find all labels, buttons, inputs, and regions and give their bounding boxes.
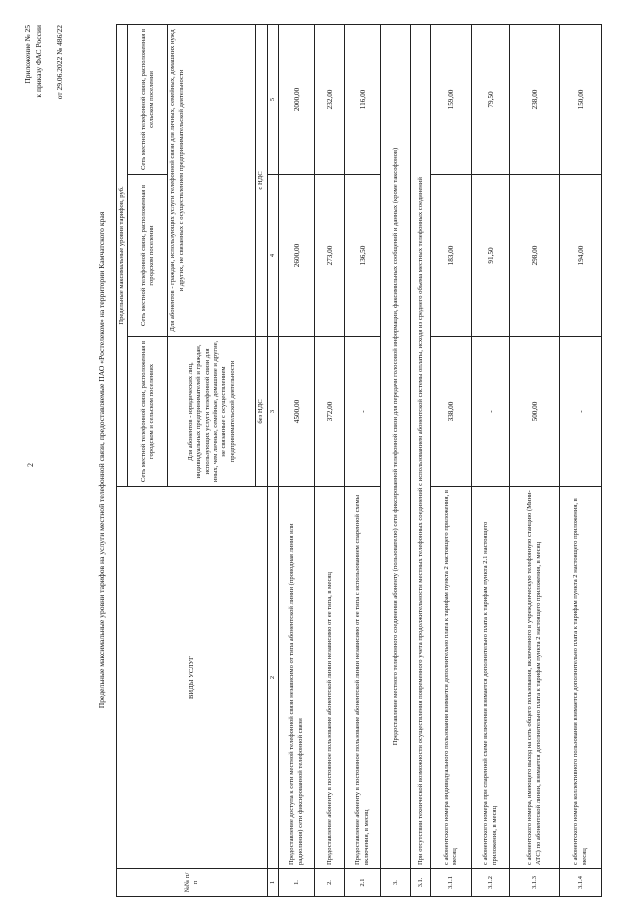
row-num: 3.1.1 xyxy=(431,869,472,897)
row-value: 136,50 xyxy=(345,175,381,337)
row-value: 273,00 xyxy=(315,175,345,337)
row-num: 1. xyxy=(279,869,315,897)
row-num: 3. xyxy=(381,869,411,897)
row-num: 3.1. xyxy=(411,869,431,897)
row-text: Предоставление абоненту в постоянное пользование абонентской линии независимо от ее типа с использованием спаренной схемы включения, в месяц xyxy=(345,487,381,869)
tariff-table xyxy=(116,24,602,897)
row-value: 4500,00 xyxy=(279,337,315,487)
row-value: 79,50 xyxy=(472,24,510,174)
appendix-line: Приложение № 25 xyxy=(23,25,32,84)
page-number: 2 xyxy=(26,463,35,467)
row-num: 3.1.2 xyxy=(472,869,510,897)
header-col4: Сеть местной телефонной связи, расположенная в городском поселении xyxy=(128,175,168,337)
row-text: с абонентского номера индивидуального пользования взимается дополнительно плата к тарифам пункта 2 настоящего приложения, в месяц xyxy=(431,487,472,869)
row-value: - xyxy=(560,337,602,487)
row-text: с абонентского номера, имеющего выход на сеть общего пользования, включенного в учрежденческую телефонную станцию (Мини-АТС) по абонентской линии, взимается дополнительно плата к тарифам пункта 2 настоящего приложения, в месяц xyxy=(510,487,560,869)
row-section-text: При отсутствии технической возможности осуществления повременного учета продолжительности местных телефонных соединений с использованием абонентской системы оплаты, исходя из среднего объема местных телефонных соединений xyxy=(411,24,431,868)
row-value: 232,00 xyxy=(315,24,345,174)
row-section-text: Предоставление местного телефонного соединения абоненту (пользователю) сети фиксированной телефонной связи для передачи голосовой информации, факсимильных сообщений и данных (кроме таксофонов) xyxy=(381,24,411,868)
header-service: ВИДЫ УСЛУГ xyxy=(117,487,268,869)
header-abonent-citizens: Для абонентов - граждан, использующих услуги телефонной связи для личных, семейных, домашних нужд и других, не связанных с осуществлением предпринимательской деятельности xyxy=(168,24,256,336)
header-vat-excl: без НДС xyxy=(256,337,267,487)
row-value: 91,50 xyxy=(472,175,510,337)
index-cell: 5 xyxy=(267,24,278,174)
table-row xyxy=(472,24,510,896)
table-row xyxy=(345,24,381,896)
header-col3: Сеть местной телефонной связи, расположенная в городском и сельском поселениях xyxy=(128,337,168,487)
header-num: №№ п/п xyxy=(117,869,268,897)
row-text: Предоставление абоненту в постоянное пользование абонентской линии независимо от ее типа, в месяц xyxy=(315,487,345,869)
row-value: - xyxy=(345,337,381,487)
row-num: 3.1.4 xyxy=(560,869,602,897)
table-row xyxy=(279,24,315,896)
row-value: 159,00 xyxy=(431,24,472,174)
index-row xyxy=(267,24,278,896)
index-cell: 1 xyxy=(267,869,278,897)
row-value: 183,00 xyxy=(431,175,472,337)
row-num: 2.1 xyxy=(345,869,381,897)
table-row xyxy=(510,24,560,896)
row-value: 2600,00 xyxy=(279,175,315,337)
row-value: 150,00 xyxy=(560,24,602,174)
header-abonent-legal: Для абонентов - юридических лиц, индивидуальных предпринимателей и граждан, использующих услуги телефонной связи для иных, чем личные, семейные, домашние и другие, не связанные с осуществлением предпринимательской деятельности xyxy=(168,337,256,487)
row-num: 2. xyxy=(315,869,345,897)
row-value: 116,00 xyxy=(345,24,381,174)
header-vat-incl: с НДС xyxy=(256,24,267,336)
row-value: 2000,00 xyxy=(279,24,315,174)
row-value: 500,00 xyxy=(510,337,560,487)
row-value: 338,00 xyxy=(431,337,472,487)
index-cell: 3 xyxy=(267,337,278,487)
table-row xyxy=(411,24,431,896)
header-col5: Сеть местной телефонной связи, расположенная в сельском поселении xyxy=(128,24,168,174)
table-row xyxy=(431,24,472,896)
row-value: 298,00 xyxy=(510,175,560,337)
index-cell: 2 xyxy=(267,487,278,869)
row-num: 3.1.3 xyxy=(510,869,560,897)
row-value: 372,00 xyxy=(315,337,345,487)
table-row xyxy=(315,24,345,896)
index-cell: 4 xyxy=(267,175,278,337)
row-text: Предоставление доступа к сети местной телефонной связи независимо от типа абонентской линии (проводная линия или радиолиния) сети фиксированной телефонной связи xyxy=(279,487,315,869)
appendix-line: к приказу ФАС России xyxy=(34,25,43,98)
table-row xyxy=(381,24,411,896)
appendix-date: от 29.06.2022 № 486/22 xyxy=(55,25,64,100)
document-title: Предельные максимальные уровни тарифов на услуги местной телефонной связи, предоставляемые ПАО «Ростелеком» на территории Камчатского края xyxy=(97,211,106,709)
row-text: с абонентского номера коллективного пользования взимается дополнительно плата к тарифам пункта 2 настоящего приложения, в месяц xyxy=(560,487,602,869)
appendix-block xyxy=(22,25,65,205)
row-value: 238,00 xyxy=(510,24,560,174)
table-row xyxy=(560,24,602,896)
row-value: - xyxy=(472,337,510,487)
row-value: 194,00 xyxy=(560,175,602,337)
header-levels: Предельные максимальные уровни тарифов, руб. xyxy=(117,24,128,486)
row-text: с абонентского номера при спаренной схеме включения взимается дополнительно плата к тарифам пункта 2.1 настоящего приложения, в месяц xyxy=(472,487,510,869)
